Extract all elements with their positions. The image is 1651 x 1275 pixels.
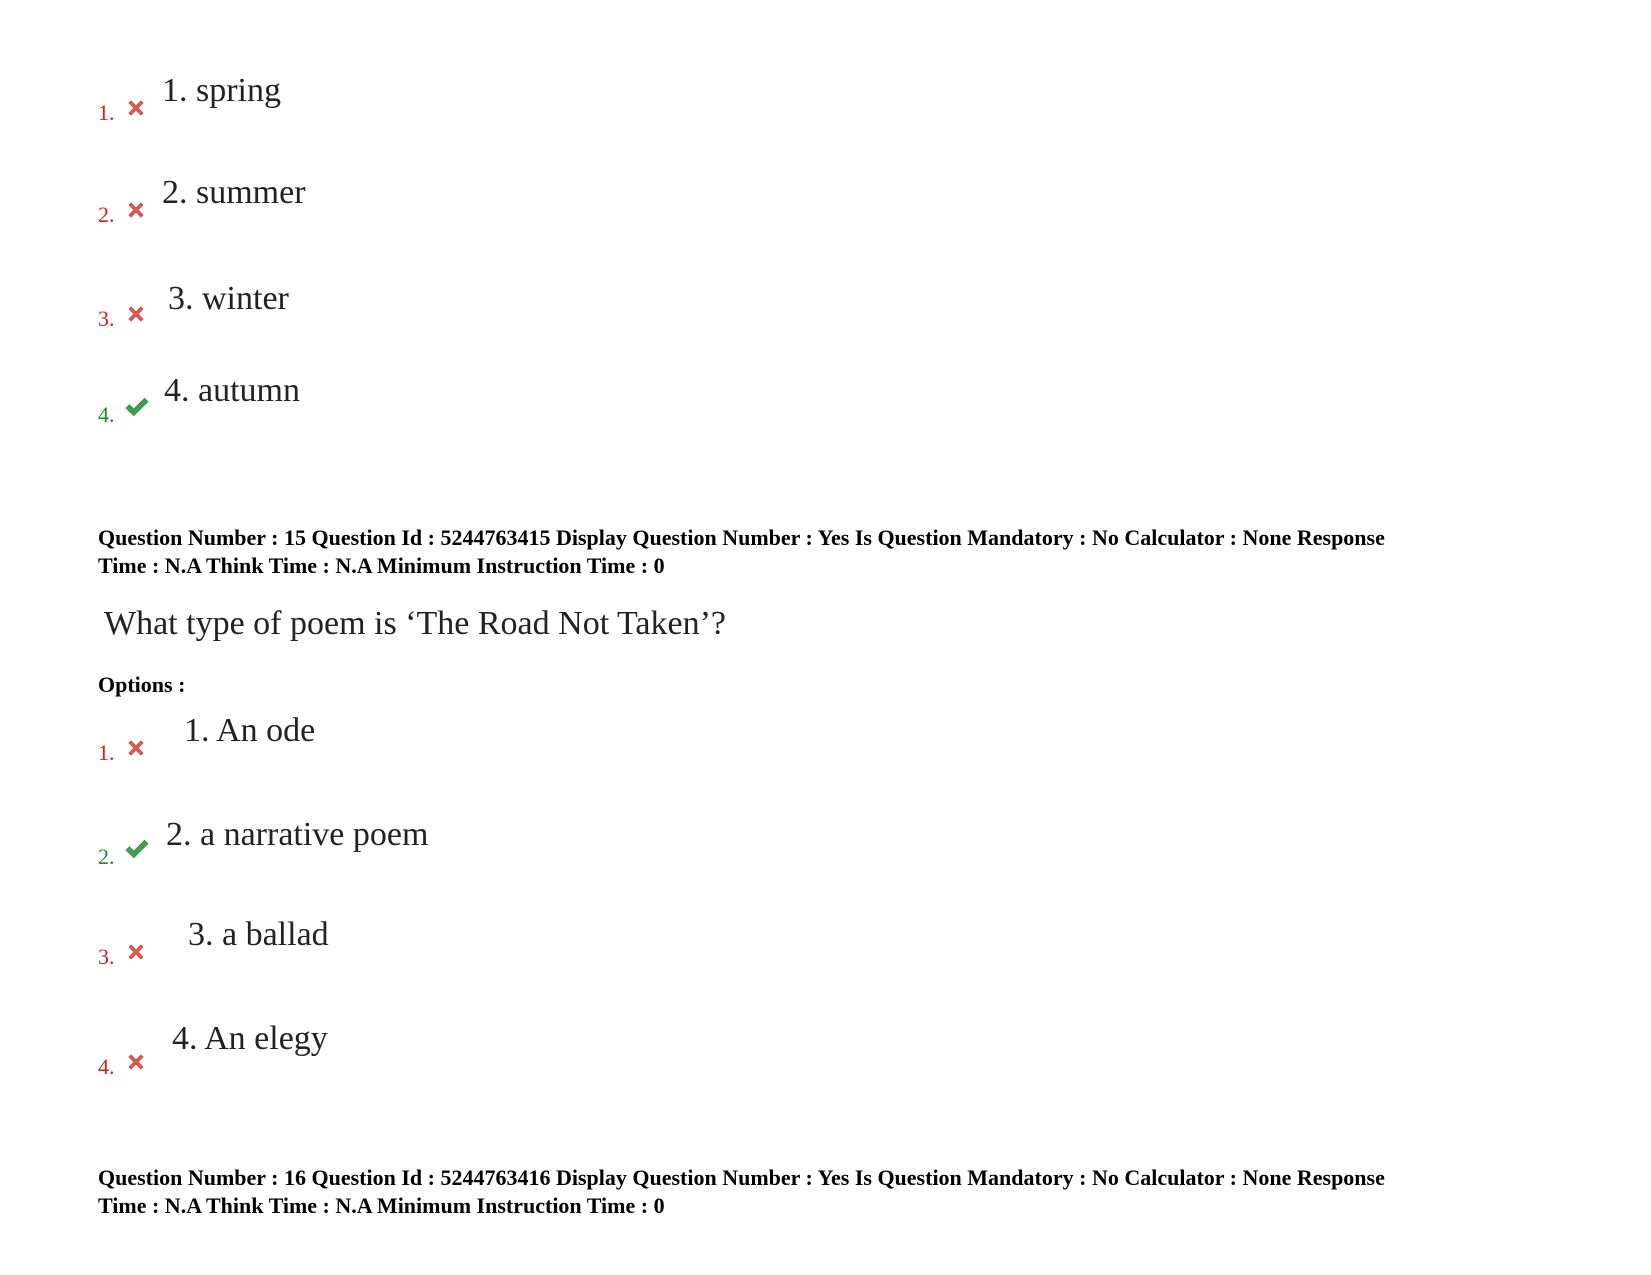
- cross-icon: [124, 198, 148, 222]
- options-label: Options :: [98, 672, 186, 697]
- cross-icon: [124, 1050, 148, 1074]
- option-number: 2.: [98, 202, 115, 227]
- meta-line: Time : N.A Think Time : N.A Minimum Instruction Time : 0: [98, 1193, 665, 1218]
- option-number: 1.: [98, 740, 115, 765]
- meta-line: Question Number : 16 Question Id : 5244763416 Display Question Number : Yes Is Question Mandatory : No Calculator : None Response: [98, 1165, 1385, 1190]
- option-text: 4. An elegy: [172, 1020, 328, 1057]
- check-icon: [124, 836, 150, 862]
- check-icon: [124, 394, 150, 420]
- cross-icon: [124, 940, 148, 964]
- question-meta: [98, 524, 1578, 580]
- cross-icon: [124, 736, 148, 760]
- option-number: 4.: [98, 1054, 115, 1079]
- option-number: 2.: [98, 844, 115, 869]
- meta-line: Question Number : 15 Question Id : 5244763415 Display Question Number : Yes Is Question Mandatory : No Calculator : None Response: [98, 525, 1385, 550]
- option-text: 4. autumn: [164, 372, 300, 409]
- option-number: 4.: [98, 402, 115, 427]
- cross-icon: [124, 96, 148, 120]
- option-text: 2. summer: [162, 174, 306, 211]
- meta-line: Time : N.A Think Time : N.A Minimum Instruction Time : 0: [98, 553, 665, 578]
- option-text: 1. spring: [162, 72, 281, 109]
- question-text: What type of poem is ‘The Road Not Taken’?: [104, 605, 727, 642]
- option-text: 3. winter: [168, 280, 289, 317]
- option-number: 3.: [98, 944, 115, 969]
- option-number: 3.: [98, 306, 115, 331]
- option-text: 1. An ode: [184, 712, 316, 749]
- option-text: 2. a narrative poem: [166, 816, 429, 853]
- cross-icon: [124, 302, 148, 326]
- question-meta: [98, 1164, 1578, 1220]
- option-number: 1.: [98, 100, 115, 125]
- option-text: 3. a ballad: [188, 916, 329, 953]
